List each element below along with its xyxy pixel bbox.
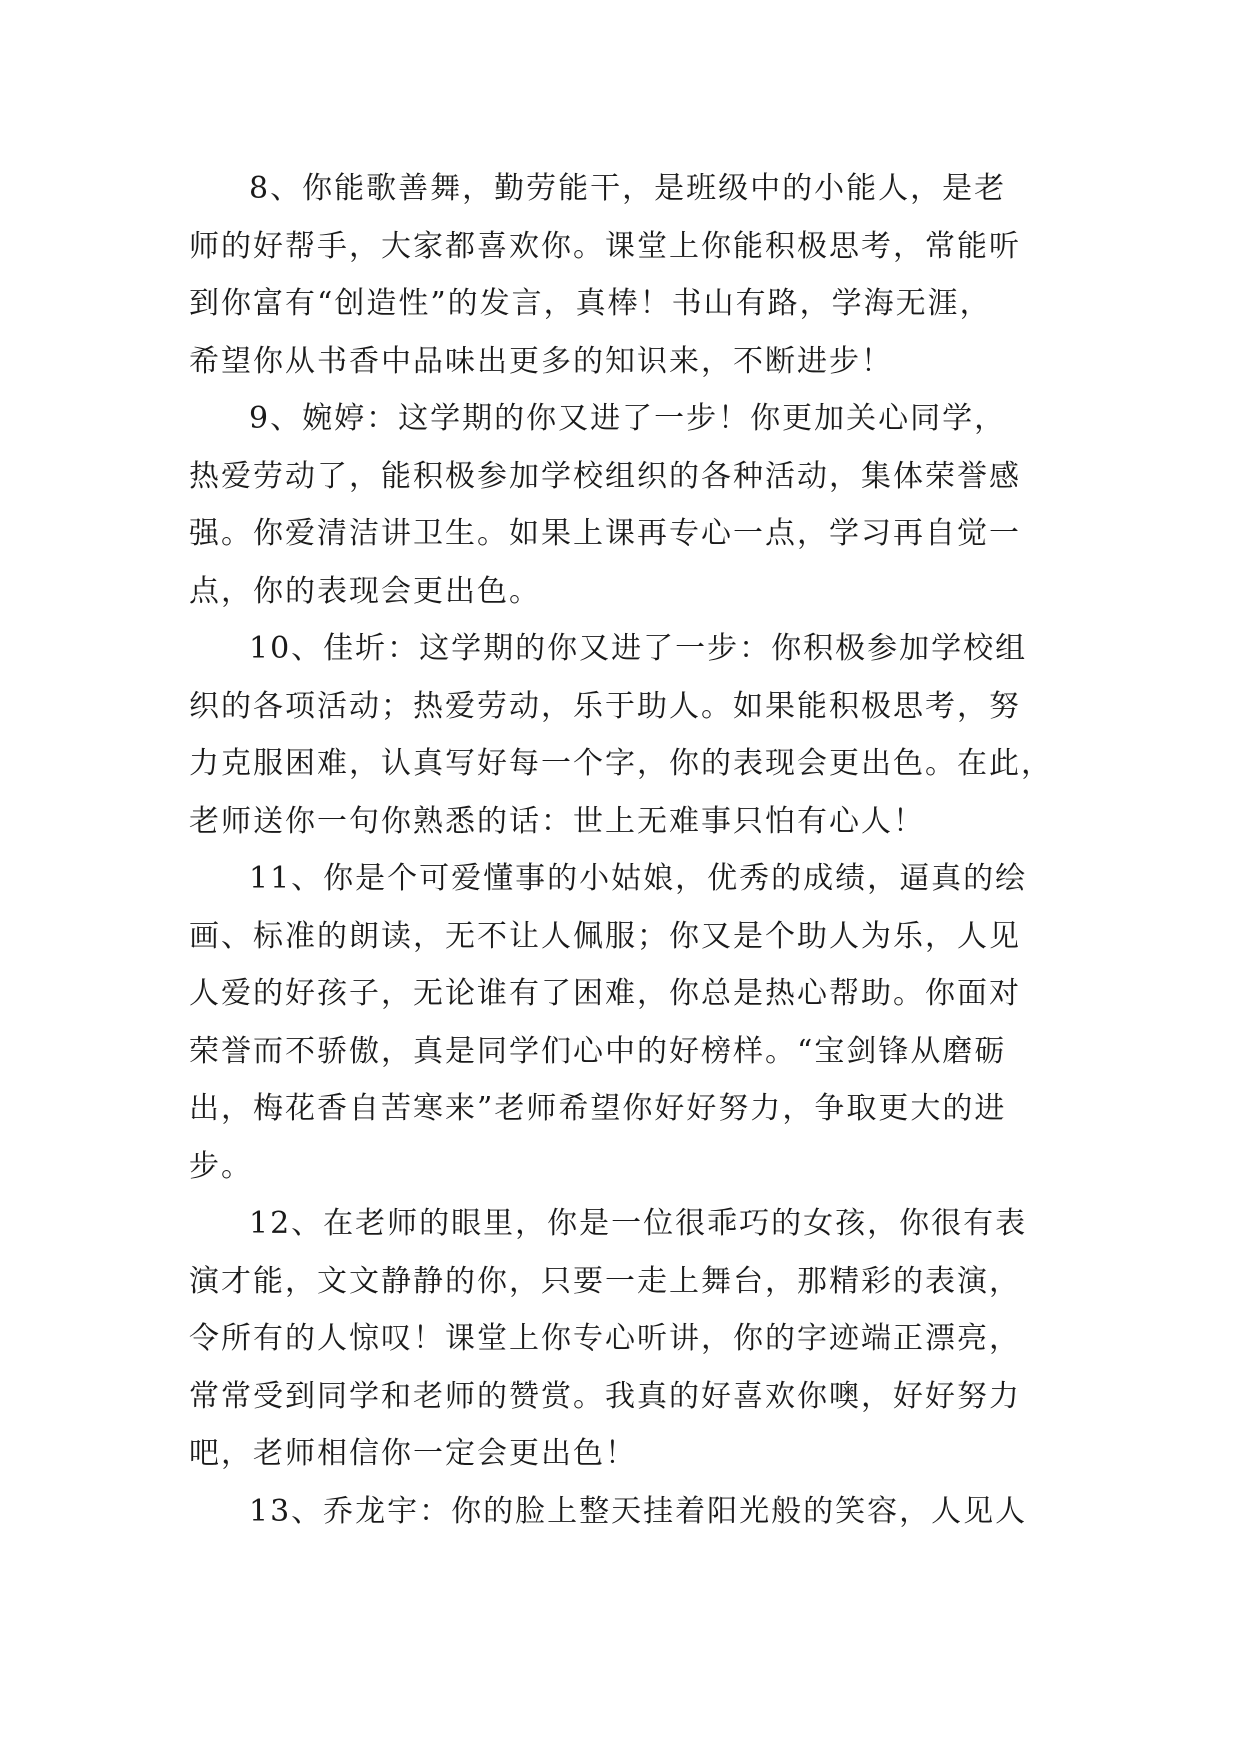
paragraph-line: 织的各项活动；热爱劳动，乐于助人。如果能积极思考，努 xyxy=(189,688,1021,724)
paragraph-8 xyxy=(189,160,1049,390)
paragraph-line: 人爱的好孩子，无论谁有了困难，你总是热心帮助。你面对 xyxy=(189,976,1021,1011)
paragraph-line: 画、标准的朗读，无不让人佩服；你又是个助人为乐，人见 xyxy=(189,918,1021,954)
paragraph-line: 10、佳圻：这学期的你又进了一步：你积极参加学校组 xyxy=(249,631,1028,666)
paragraph-line: 令所有的人惊叹！课堂上你专心听讲，你的字迹端正漂亮， xyxy=(189,1321,1021,1356)
paragraph-line: 希望你从书香中品味出更多的知识来，不断进步！ xyxy=(189,343,893,379)
paragraph-line: 力克服困难，认真写好每一个字，你的表现会更出色。在此， xyxy=(189,746,1053,781)
paragraph-line: 12、在老师的眼里，你是一位很乖巧的女孩，你很有表 xyxy=(249,1206,1028,1241)
paragraph-11 xyxy=(189,850,1049,1195)
paragraph-line: 步。 xyxy=(189,1148,253,1184)
paragraph-line: 出，梅花香自苦寒来”老师希望你好好努力，争取更大的进 xyxy=(189,1091,1007,1126)
paragraph-line: 荣誉而不骄傲，真是同学们心中的好榜样。“宝剑锋从磨砺 xyxy=(189,1033,1007,1069)
paragraph-line: 11、你是个可爱懂事的小姑娘，优秀的成绩，逼真的绘 xyxy=(249,861,1028,896)
paragraph-13 xyxy=(189,1483,1049,1541)
paragraph-line: 演才能，文文静静的你，只要一走上舞台，那精彩的表演， xyxy=(189,1263,1021,1299)
paragraph-10 xyxy=(189,620,1053,850)
paragraph-line: 点，你的表现会更出色。 xyxy=(189,573,541,609)
paragraph-line: 常常受到同学和老师的赞赏。我真的好喜欢你噢，好好努力 xyxy=(189,1378,1021,1414)
paragraph-line: 强。你爱清洁讲卫生。如果上课再专心一点，学习再自觉一 xyxy=(189,516,1021,551)
paragraph-9 xyxy=(189,390,1049,620)
paragraph-line: 13、乔龙宇：你的脸上整天挂着阳光般的笑容，人见人 xyxy=(249,1493,1028,1529)
paragraph-12 xyxy=(189,1195,1049,1483)
paragraph-line: 吧，老师相信你一定会更出色！ xyxy=(189,1436,637,1471)
paragraph-line: 9、婉婷：这学期的你又进了一步！你更加关心同学， xyxy=(249,401,1007,436)
paragraph-line: 师的好帮手，大家都喜欢你。课堂上你能积极思考，常能听 xyxy=(189,228,1021,264)
paragraph-line: 到你富有“创造性”的发言，真棒！书山有路，学海无涯， xyxy=(189,286,992,321)
paragraph-line: 老师送你一句你熟悉的话：世上无难事只怕有心人！ xyxy=(189,803,925,839)
paragraph-line: 8、你能歌善舞，勤劳能干，是班级中的小能人，是老 xyxy=(249,171,1007,206)
document-body xyxy=(189,160,1053,1540)
paragraph-line: 热爱劳动了，能积极参加学校组织的各种活动，集体荣誉感 xyxy=(189,458,1021,494)
